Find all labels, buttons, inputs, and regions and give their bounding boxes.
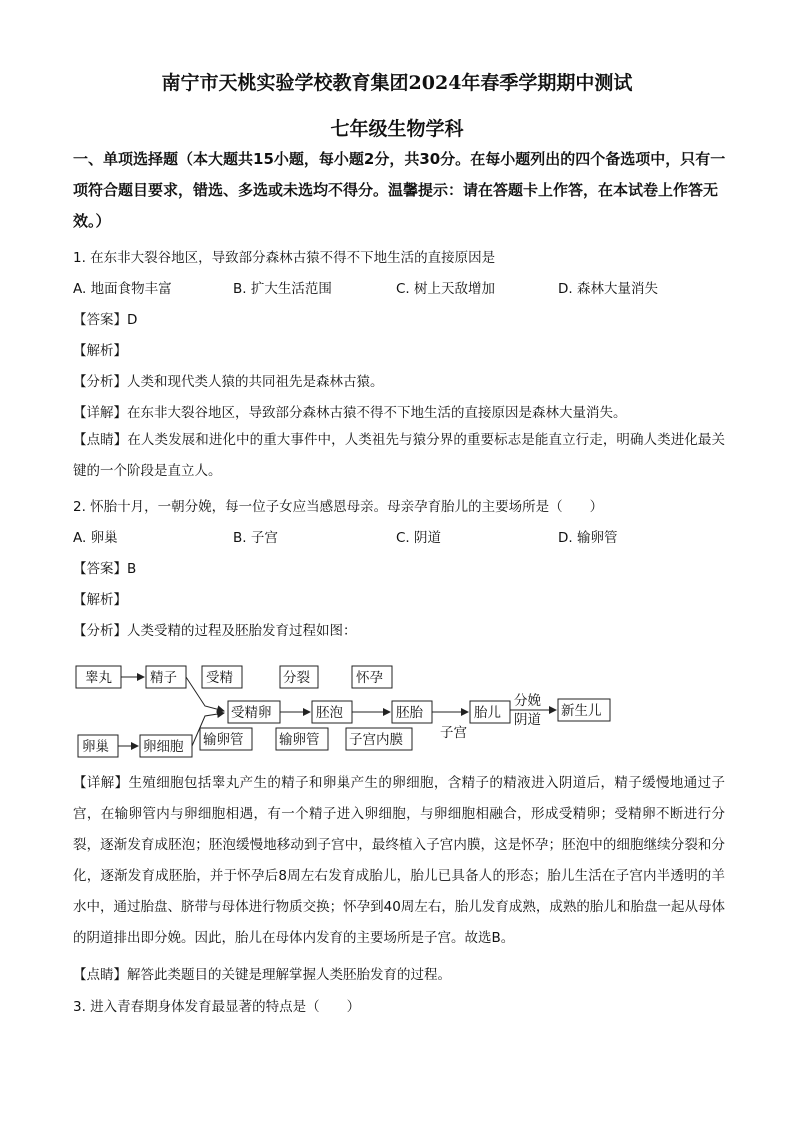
label-xinshenger: 新生儿 bbox=[561, 703, 602, 719]
answer-tag: 【答案】 bbox=[73, 312, 127, 328]
q2-option-b: B. 子宫 bbox=[233, 530, 278, 546]
dianjing-tag: 【点睛】 bbox=[73, 967, 127, 983]
page-subtitle: 七年级生物学科 bbox=[330, 118, 464, 140]
answer-tag: 【答案】 bbox=[73, 561, 127, 577]
dianjing-text: 解答此类题目的关键是理解掌握人类胚胎发育的过程。 bbox=[127, 967, 451, 983]
answer-value: D bbox=[127, 312, 138, 328]
label-gaowan: 睾丸 bbox=[85, 670, 112, 686]
label-luanchao: 卵巢 bbox=[82, 739, 109, 755]
answer-value: B bbox=[127, 561, 137, 577]
label-zigongneimo: 子宫内膜 bbox=[349, 732, 403, 748]
xiangjie-text: 在东非大裂谷地区，导致部分森林古猿不得不下地生活的直接原因是森林大量消失。 bbox=[127, 405, 627, 421]
dianjing-tag: 【点睛】 bbox=[73, 432, 128, 448]
label-peitai: 胚胎 bbox=[396, 705, 423, 721]
label-taier: 胎儿 bbox=[474, 705, 501, 721]
label-luanxibao: 卵细胞 bbox=[143, 739, 184, 755]
dianjing-text: 在人类发展和进化中的重大事件中，人类祖先与猿分界的重要标志是能直立行走，明确人类进化最关键的一个阶段是直立人。 bbox=[73, 432, 726, 479]
fenxi-tag: 【分析】 bbox=[73, 374, 127, 390]
q1-option-b: B. 扩大生活范围 bbox=[233, 281, 332, 297]
label-fenlie: 分裂 bbox=[283, 670, 310, 686]
q2-option-a: A. 卵巢 bbox=[73, 530, 118, 546]
label-shuluanguan1: 输卵管 bbox=[203, 732, 244, 748]
q1-option-d: D. 森林大量消失 bbox=[558, 281, 658, 297]
label-peipao: 胚泡 bbox=[316, 705, 343, 721]
xiangjie-tag: 【详解】 bbox=[73, 405, 127, 421]
q2-dianjing bbox=[73, 963, 451, 983]
q1-stem: 1. 在东非大裂谷地区，导致部分森林古猿不得不下地生活的直接原因是 bbox=[73, 250, 496, 266]
q1-option-c: C. 树上天敌增加 bbox=[396, 281, 496, 297]
label-zigong: 子宫 bbox=[440, 725, 467, 741]
section-heading: 一、单项选择题（本大题共15小题，每小题2分，共30分。在每小题列出的四个备选项中，只有一项符合题目要求，错选、多选或未选均不得分。温馨提示：请在答题卡上作答，在本试卷上作答无效。） bbox=[73, 150, 726, 230]
q2-jiexi: 【解析】 bbox=[73, 592, 127, 608]
q3-stem: 3. 进入青春期身体发育最显著的特点是（ ） bbox=[73, 999, 361, 1015]
label-shuluanguan2: 输卵管 bbox=[279, 732, 320, 748]
label-shoujingluan: 受精卵 bbox=[231, 705, 272, 721]
q1-jiexi: 【解析】 bbox=[73, 343, 127, 359]
label-huaiyun: 怀孕 bbox=[356, 670, 383, 686]
page-title: 南宁市天桃实验学校教育集团2024年春季学期期中测试 bbox=[161, 72, 633, 94]
xiangjie-text: 生殖细胞包括睾丸产生的精子和卵巢产生的卵细胞，含精子的精液进入阴道后，精子缓慢地通过子宫，在输卵管内与卵细胞相遇，有一个精子进入卵细胞，与卵细胞相融合，形成受精卵；受精卵不断进行分裂，逐渐发育成胚泡；胚泡缓慢地移动到子宫中，最终植入子宫内膜，这是怀孕；胚泡中的细胞继续分裂和分化，逐渐发育成胚胎，并于怀孕后8周左右发育成胎儿，胎儿已具备人的形态；胎儿生活在子宫内半透明的羊水中，通过胎盘、脐带与母体进行物质交换；怀孕到40周左右，胎儿发育成熟，成熟的胎儿和胎盘一起从母体的阴道排出即分娩。因此，胎儿在母体内发育的主要场所是子宫。故选B。 bbox=[73, 775, 726, 946]
q2-xiangjie bbox=[73, 768, 725, 954]
q2-stem: 2. 怀胎十月，一朝分娩，每一位子女应当感恩母亲。母亲孕育胎儿的主要场所是（ ） bbox=[73, 499, 604, 515]
fenxi-tag: 【分析】 bbox=[73, 623, 127, 639]
label-jingzi: 精子 bbox=[150, 670, 177, 686]
label-yindao: 阴道 bbox=[514, 712, 541, 728]
label-shoujing: 受精 bbox=[206, 670, 233, 686]
q1-option-a: A. 地面食物丰富 bbox=[73, 281, 172, 297]
q2-option-d: D. 输卵管 bbox=[558, 530, 618, 546]
fenxi-text: 人类受精的过程及胚胎发育过程如图： bbox=[127, 623, 357, 639]
q2-option-c: C. 阴道 bbox=[396, 530, 442, 546]
fenxi-text: 人类和现代类人猿的共同祖先是森林古猿。 bbox=[127, 374, 384, 390]
xiangjie-tag: 【详解】 bbox=[73, 775, 129, 791]
label-fenmian: 分娩 bbox=[514, 693, 541, 709]
